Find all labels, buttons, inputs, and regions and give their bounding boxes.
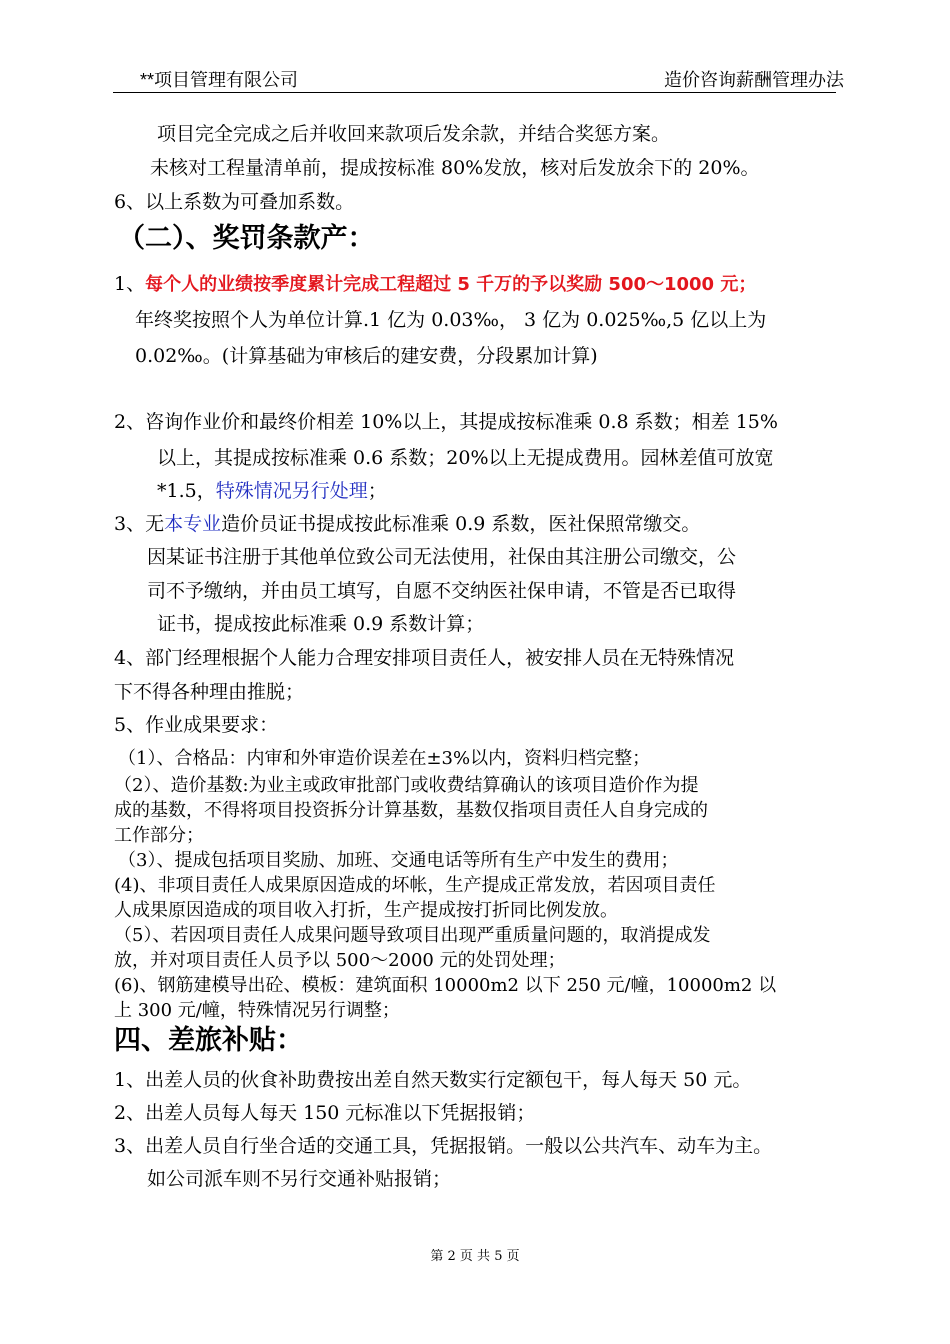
text-line: 如公司派车则不另行交通补贴报销；: [147, 1168, 452, 1190]
text-line: 下不得各种理由推脱；: [114, 681, 305, 703]
text-line: 项目完全完成之后并收回来款项后发余款，并结合奖惩方案。: [157, 123, 671, 145]
text-line: 放，并对项目责任人员予以 500～2000 元的处罚处理；: [114, 950, 566, 971]
text-line: 0.02‰。(计算基础为审核后的建安费，分段累加计算): [135, 345, 598, 367]
text-line: 年终奖按照个人为单位计算.1 亿为 0.03‰， 3 亿为 0.025‰,5 亿以上为: [135, 309, 767, 331]
text-line: （5）、若因项目责任人成果问题导致项目出现严重质量问题的，取消提成发: [114, 925, 711, 946]
section-heading-travel: 四、差旅补贴：: [114, 1025, 303, 1056]
text-line: 4、部门经理根据个人能力合理安排项目责任人，被安排人员在无特殊情况: [114, 647, 735, 669]
text-line: 因某证书注册于其他单位致公司无法使用，社保由其注册公司缴交，公: [147, 546, 737, 568]
text-line: 1、出差人员的伙食补助费按出差自然天数实行定额包干，每人每天 50 元。: [114, 1069, 752, 1091]
item-number: 1、: [114, 273, 146, 295]
text-line: 人成果原因造成的项目收入打折，生产提成按打折同比例发放。: [114, 900, 618, 921]
text-line: 5、作业成果要求：: [114, 714, 279, 736]
highlight-text: 每个人的业绩按季度累计完成工程超过 5 千万的予以奖励 500～1000 元；: [145, 274, 757, 295]
text-line: （2）、造价基数:为业主或政审批部门或收费结算确认的该项目造价作为提: [114, 775, 699, 796]
text-line: 3、出差人员自行坐合适的交通工具，凭据报销。一般以公共汽车、动车为主。: [114, 1135, 773, 1157]
text-line: 司不予缴纳，并由员工填写，自愿不交纳医社保申请，不管是否已取得: [147, 580, 737, 602]
text-line: 2、咨询作业价和最终价相差 10%以上，其提成按标准乘 0.8 系数；相差 15%: [114, 411, 778, 433]
text-line: (6)、钢筋建模导出砼、模板：建筑面积 10000m2 以下 250 元/幢，10000m2 以: [114, 975, 777, 996]
page-number: 第 2 页 共 5 页: [430, 1249, 520, 1264]
header-rule: [113, 92, 836, 93]
header-company: **项目管理有限公司: [140, 70, 299, 90]
text-line: 未核对工程量清单前，提成按标准 80%发放，核对后发放余下的 20%。: [150, 157, 760, 179]
text-line: 工作部分；: [114, 825, 204, 846]
text-line: 6、以上系数为可叠加系数。: [114, 191, 355, 213]
specialty-link: 本专业: [164, 513, 222, 535]
text-line: 成的基数，不得将项目投资拆分计算基数，基数仅指项目责任人自身完成的: [114, 800, 708, 821]
text-segment: *1.5，: [157, 480, 216, 502]
text-line: 证书，提成按此标准乘 0.9 系数计算；: [157, 613, 485, 635]
text-line: (4)、非项目责任人成果原因造成的坏帐，生产提成正常发放，若因项目责任: [114, 875, 716, 896]
text-line: [157, 479, 387, 503]
section-heading-reward: （二）、奖罚条款产：: [118, 223, 375, 254]
text-line: （1）、合格品：内审和外审造价误差在±3%以内，资料归档完整；: [118, 748, 651, 769]
text-segment: 造价员证书提成按此标准乘 0.9 系数，医社保照常缴交。: [221, 513, 701, 535]
text-line: 上 300 元/幢，特殊情况另行调整；: [114, 1000, 400, 1021]
text-line-red: [114, 272, 756, 297]
special-case-link: 特殊情况另行处理: [215, 480, 368, 502]
header-doc-title: 造价咨询薪酬管理办法: [664, 70, 844, 90]
text-segment: 3、无: [114, 513, 165, 535]
text-line: 以上，其提成按标准乘 0.6 系数；20%以上无提成费用。园林差值可放宽: [157, 447, 774, 469]
text-segment: ；: [367, 480, 387, 502]
text-line: 2、出差人员每人每天 150 元标准以下凭据报销；: [114, 1102, 536, 1124]
text-line: [114, 512, 700, 536]
text-line: （3）、提成包括项目奖励、加班、交通电话等所有生产中发生的费用；: [118, 850, 679, 871]
